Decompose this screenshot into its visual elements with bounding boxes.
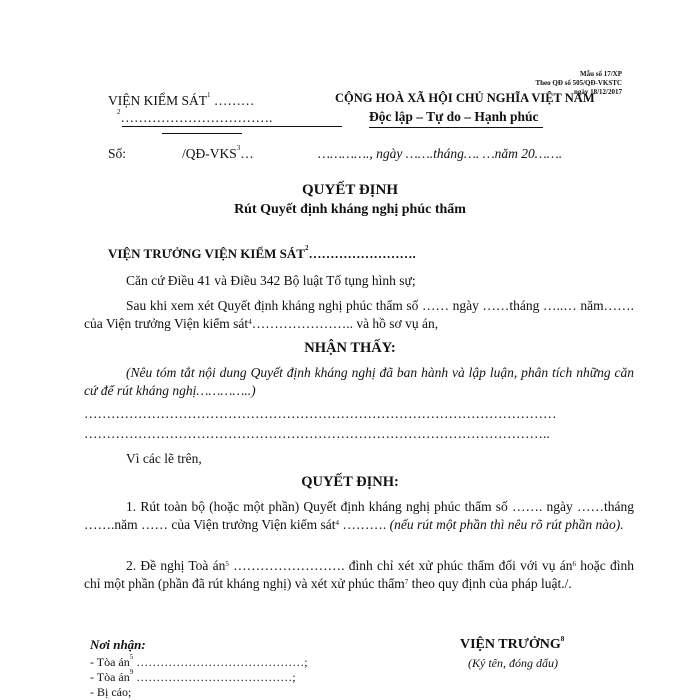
agency-label: VIỆN KIỂM SÁT (108, 93, 207, 108)
recipient-item-footnote: 5 (129, 653, 134, 661)
recipient-item-dots: ……………………………………; (133, 655, 308, 669)
decision-item-1 (84, 498, 634, 534)
recipient-item (90, 670, 296, 685)
decision-code-dots: … (240, 146, 254, 161)
agency-dots: ……… (210, 93, 255, 108)
decision-item-2-text-d: theo quy định của pháp luật./. (408, 576, 572, 591)
issue-date: …………., ngày …….tháng…. …năm 20……. (318, 146, 563, 161)
findings-dots-1: …………………………………………………………………………………………… (84, 406, 557, 421)
decision-code-footnote: 3 (236, 144, 241, 152)
recipient-item-text: - Bị cáo; (90, 685, 132, 699)
review-text-end: ………………….. và hồ sơ vụ án, (251, 316, 439, 331)
form-decision-date: ngày 18/12/2017 (573, 88, 622, 96)
director-label: VIỆN TRƯỞNG VIỆN KIỂM SÁT (108, 246, 305, 261)
recipient-item-text: - Tòa án (90, 655, 130, 669)
motto: Độc lập – Tự do – Hạnh phúc (369, 109, 539, 124)
sub-agency-footnote: 2 (117, 108, 121, 116)
recipient-item (90, 655, 308, 670)
agency-name (108, 93, 254, 109)
legal-basis: Căn cứ Điều 41 và Điều 342 Bộ luật Tố tụng hình sự; (126, 273, 416, 288)
review-paragraph (84, 297, 634, 333)
findings-note: (Nêu tóm tắt nội dung Quyết định kháng nghị đã ban hành và lập luận, phân tích những căn cứ để rút kháng nghị…………..) (84, 365, 634, 398)
decision-item-2-text: 2. Đề nghị Toà án (126, 558, 226, 573)
header-left-divider (162, 133, 242, 134)
decision-code-text: /QĐ-VKS (182, 146, 237, 161)
decision-item-1-note: (nếu rút một phần thì nêu rõ rút phần nào). (389, 517, 624, 532)
motto-underline (369, 127, 543, 128)
signature-note: (Ký tên, đóng dấu) (468, 656, 558, 670)
decision-item-2-text-b: ……………………. đình chỉ xét xử phúc thẩm đối với vụ án (228, 558, 573, 573)
nation-name: CỘNG HOÀ XÃ HỘI CHỦ NGHĨA VIỆT NAM (335, 91, 595, 105)
review-text: Sau khi xem xét Quyết định kháng nghị phúc thẩm số …… ngày ……tháng …..… năm……. của Viện trưởng Viện kiểm sát (84, 298, 634, 331)
review-footnote: 4 (248, 318, 252, 326)
signature-footnote: 8 (560, 635, 565, 643)
decision-item-2-footnote-trial: 7 (404, 578, 409, 586)
form-decision-ref: Theo QĐ số 505/QĐ-VKSTC (535, 79, 622, 87)
decision-item-2-footnote-case: 6 (572, 560, 576, 568)
findings-dots-2: ………………………………………………………………………………………….. (84, 426, 550, 441)
form-number: Mẫu số 17/XP (580, 70, 622, 78)
number-label: Số: (108, 146, 127, 161)
recipient-item-footnote: 9 (129, 668, 134, 676)
decision-item-2-text-c: hoặc đình chỉ một phần (phần đã rút kháng nghị) và xét xử phúc thẩm (84, 558, 634, 591)
decision-item-1-footnote: 4 (335, 519, 340, 527)
signature-title-text: VIỆN TRƯỞNG (460, 637, 561, 652)
signature-title (460, 637, 564, 653)
sub-agency-underline (122, 126, 342, 127)
decision-heading: QUYẾT ĐỊNH: (301, 474, 399, 490)
reasoning-line: Vì các lẽ trên, (126, 451, 202, 466)
recipient-item-dots: …………………………………; (133, 670, 296, 684)
sub-agency-line (117, 110, 272, 126)
recipients-label: Nơi nhận: (90, 637, 146, 652)
decision-code (182, 146, 254, 162)
agency-footnote: 1 (207, 91, 211, 99)
director-dots: ……………………. (308, 246, 416, 261)
document-title: QUYẾT ĐỊNH (302, 182, 398, 198)
decision-item-2-footnote-court: 5 (225, 560, 229, 568)
decision-item-1-dots: ………. (339, 517, 390, 532)
findings-heading: NHẬN THẤY: (304, 340, 396, 356)
recipient-item-text: - Tòa án (90, 670, 130, 684)
document-subtitle: Rút Quyết định kháng nghị phúc thẩm (234, 202, 466, 217)
director-footnote: 2 (304, 244, 309, 252)
sub-agency-dots: ……………………………. (120, 110, 273, 125)
director-line (108, 246, 416, 262)
recipient-item (90, 685, 131, 700)
decision-item-1-text: 1. Rút toàn bộ (hoặc một phần) Quyết định kháng nghị phúc thẩm số ……. ngày ……tháng …….năm …… của Viện trưởng Viện kiểm sát (84, 499, 634, 532)
decision-item-2 (84, 557, 634, 593)
